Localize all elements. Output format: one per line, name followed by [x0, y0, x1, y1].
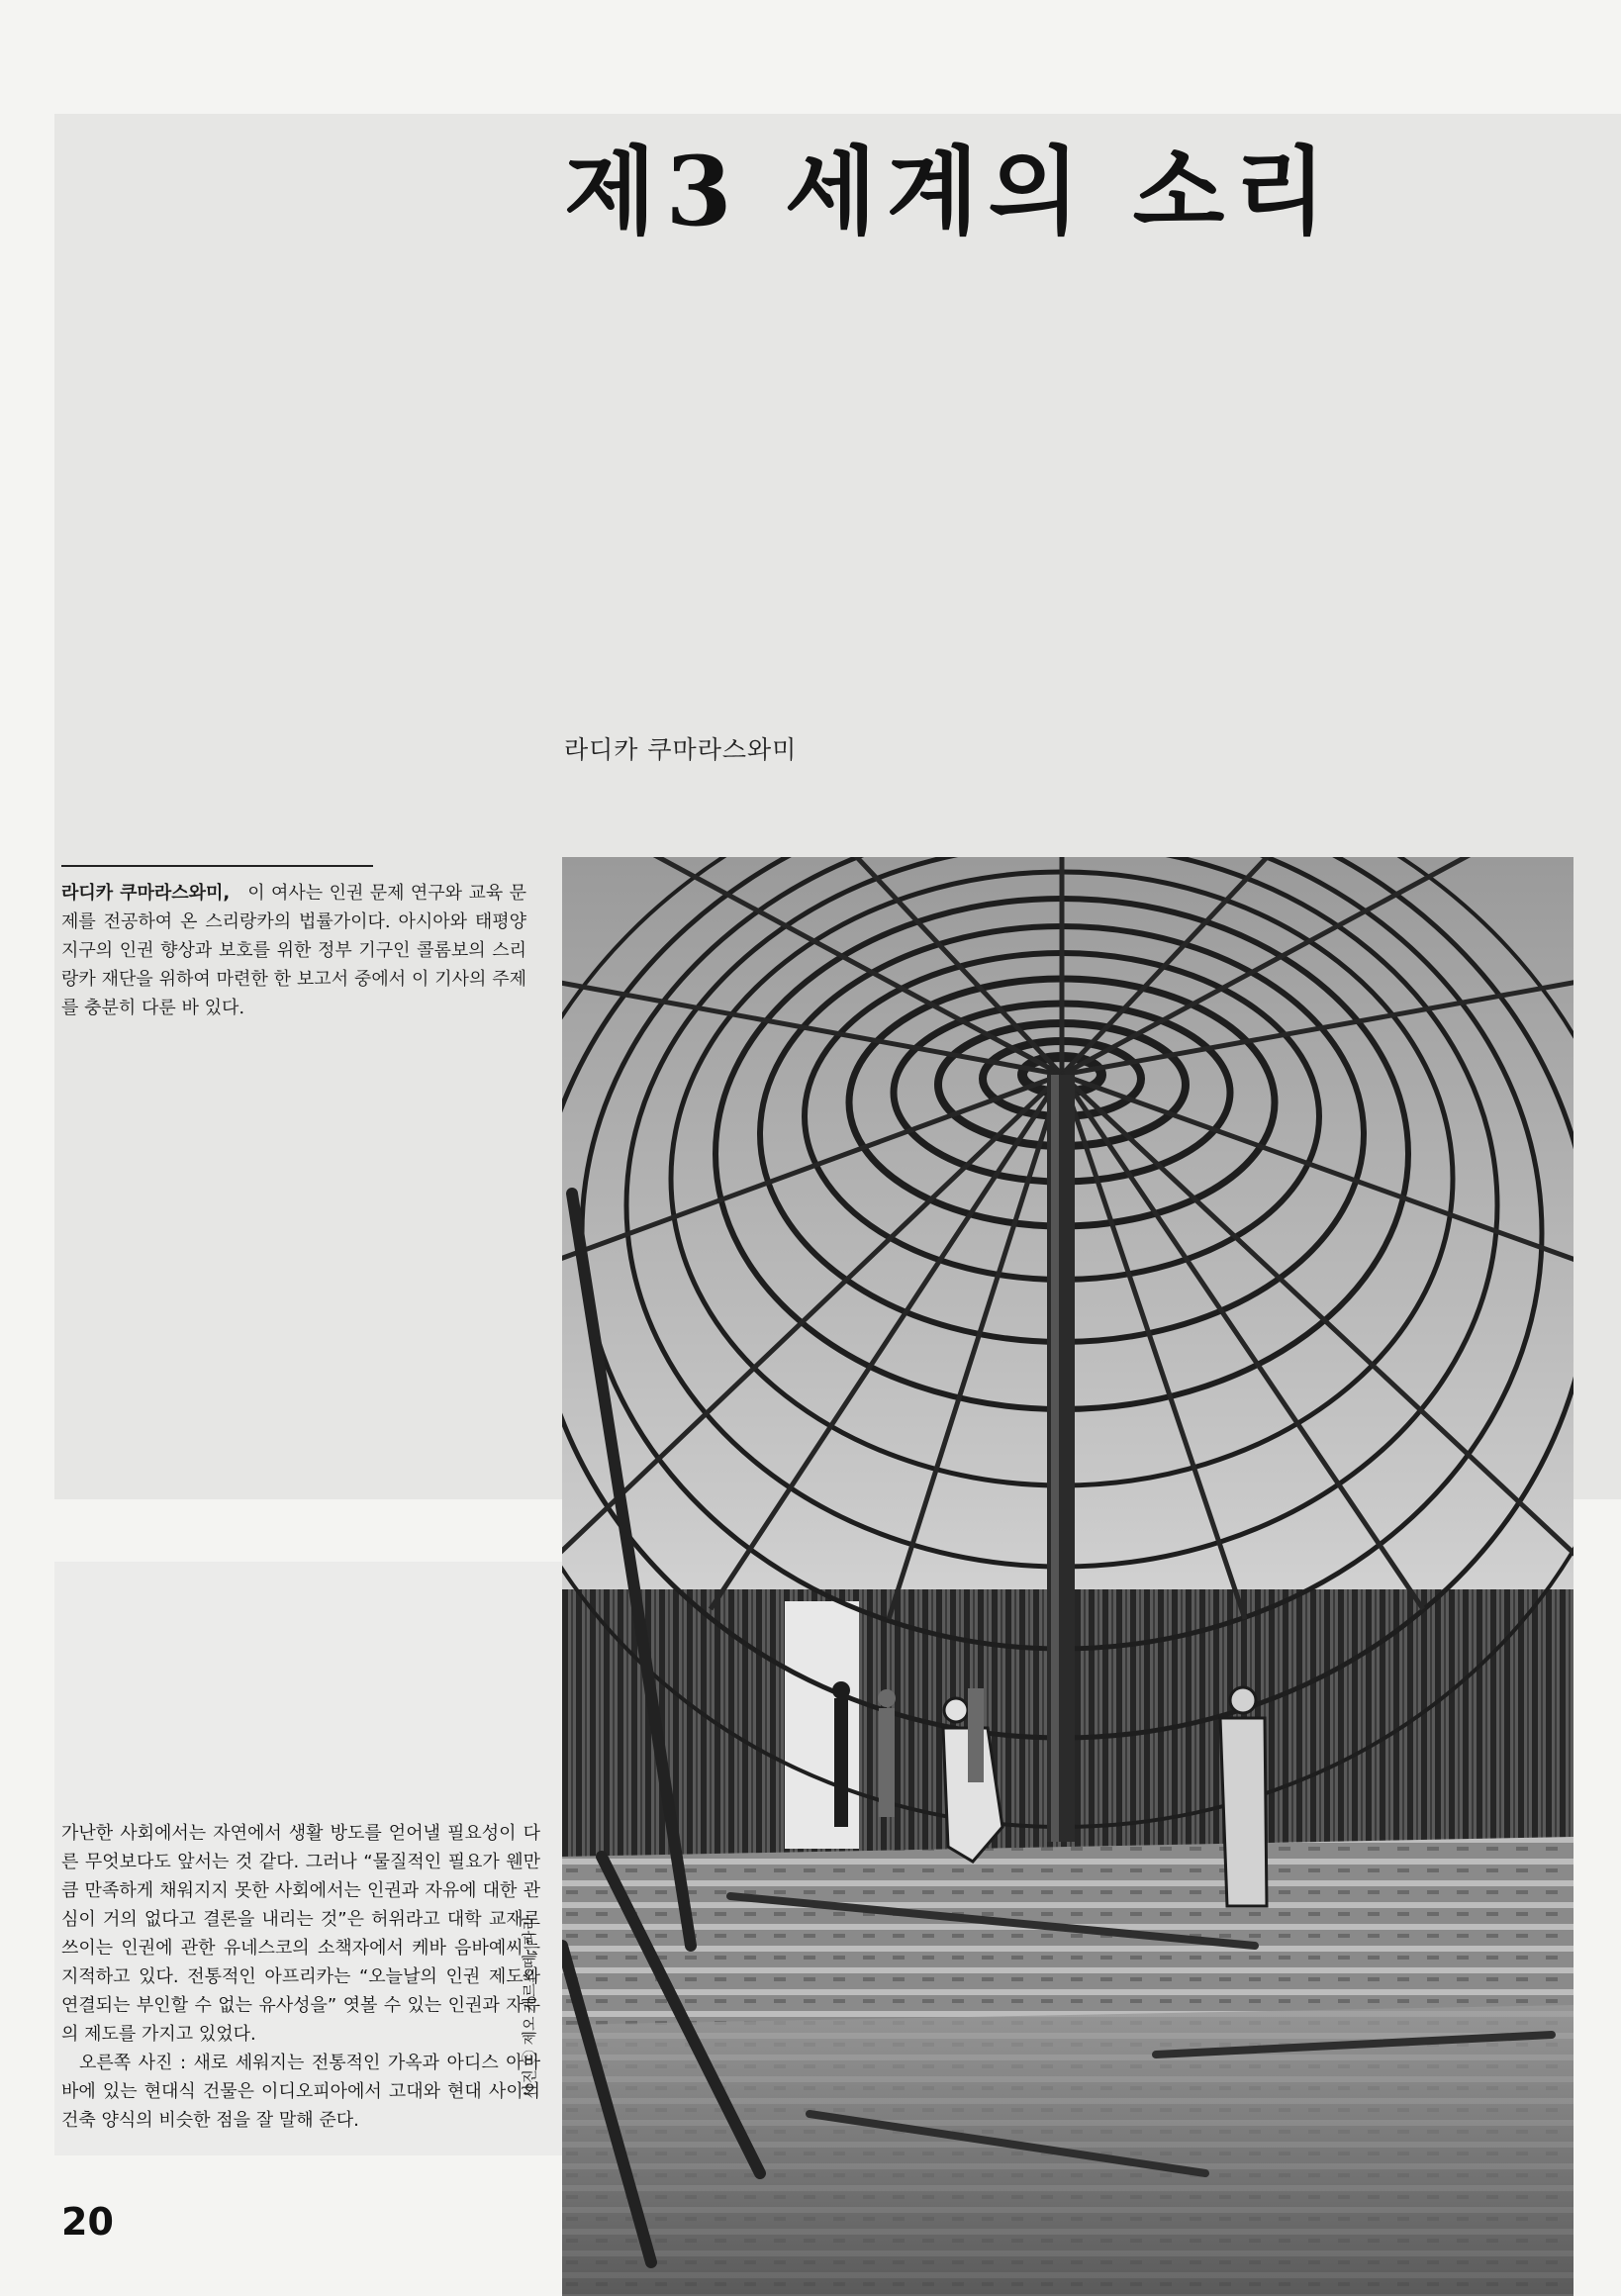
photo-caption: 오른쪽 사진 : 새로 세워지는 전통적인 가옥과 아디스 아바바에 있는 현대식 건물은 이디오피아에서 고대와 현대 사이의 건축 양식의 비슷한 점을 잘 말해 준다.: [61, 2053, 540, 2131]
photo-credit: 사진 ⓒ 제오 게르스떼, 파리: [521, 1916, 538, 2098]
page-title: 제3 세계의 소리: [564, 136, 1337, 247]
bio-author-name: 라디카 쿠마라스와미,: [61, 883, 231, 904]
hut-frame-illustration: [562, 857, 1573, 2296]
bio-divider-rule: [61, 865, 373, 867]
body-paragraph-1: 가난한 사회에서는 자연에서 생활 방도를 얻어낼 필요성이 다른 무엇보다도 앞서는 것 같다. 그러나 “물질적인 필요가 웬만큼 만족하게 채워지지 못한 사회에서는 인권과 자유에 대한 관심이 거의 없다고 결론을 내리는 것”은 허위라고 대학 교재로 쓰이는 인권에 관한 유네스코의 소책자에서 케바 음바예씨는 지적하고 있다. 전통적인 아프리카는 “오늘날의 인권 제도와 연결되는 부인할 수 없는 유사성을” 엿볼 수 있는 인권과 자유의 제도를 가지고 있었다.: [61, 1823, 540, 2045]
hut-frame-photo: [562, 857, 1573, 2296]
page-number: 20: [61, 2200, 114, 2244]
author-byline: 라디카 쿠마라스와미: [564, 735, 798, 764]
bio-text: 이 여사는 인권 문제 연구와 교육 문제를 전공하여 온 스리랑카의 법률가이다. 아시아와 태평양 지구의 인권 향상과 보호를 위한 정부 기구인 콜롬보의 스리랑카 재단을 위하여 마련한 한 보고서 중에서 이 기사의 주제를 충분히 다룬 바 있다.: [61, 883, 526, 1018]
author-bio: [61, 879, 526, 1022]
body-text: [61, 1819, 540, 2135]
